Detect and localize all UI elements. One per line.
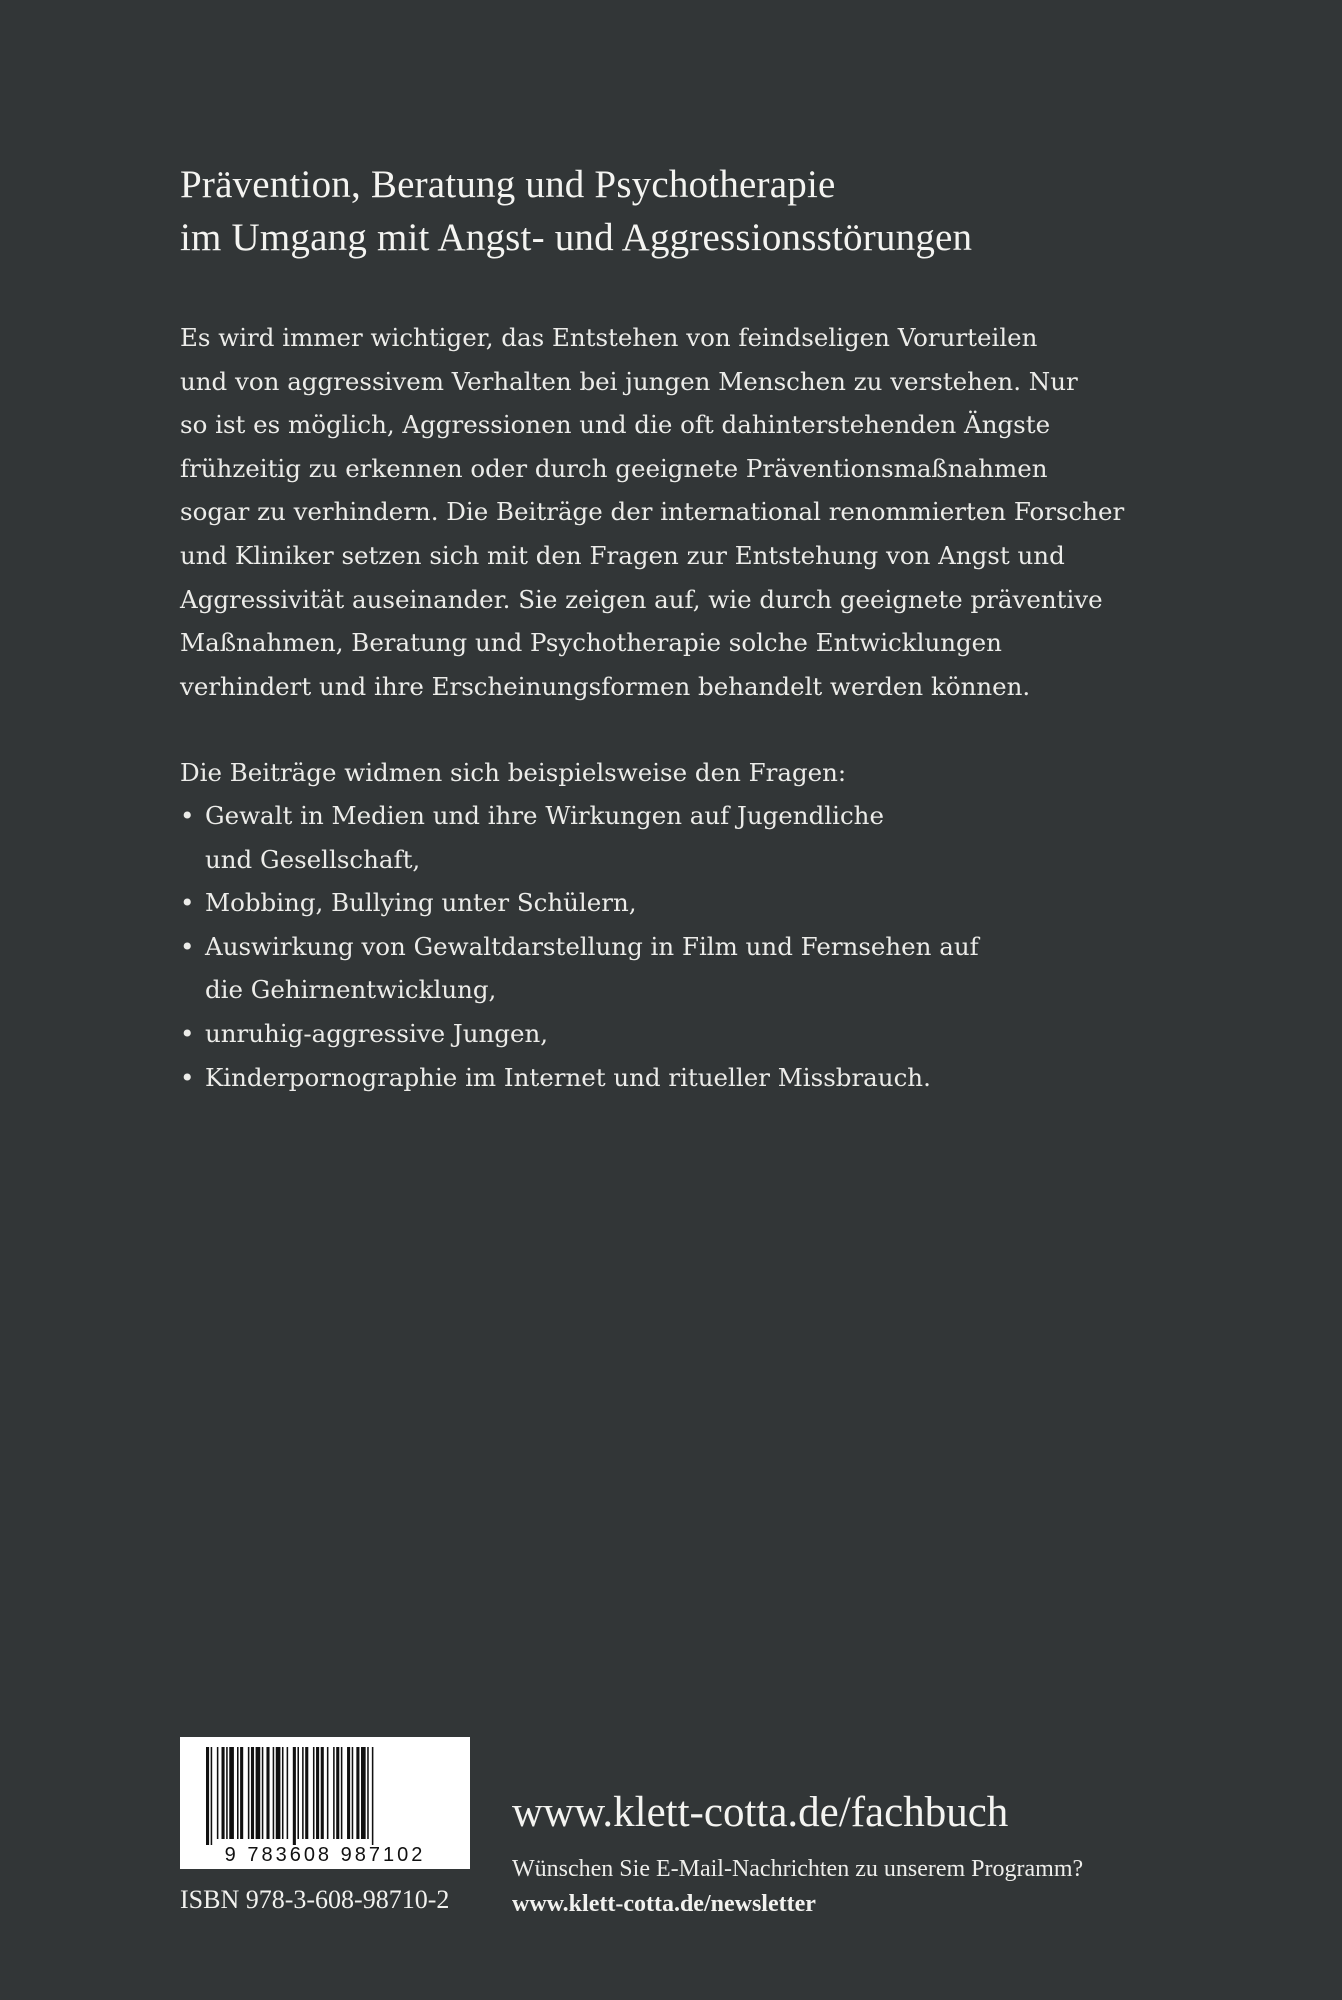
barcode-bar [321,1747,324,1839]
list-item [180,794,979,881]
list-item-line: • Gewalt in Medien und ihre Wirkungen auf Jugendliche [205,801,884,830]
barcode-graphic [180,1737,470,1869]
website-link[interactable]: www.klett-cotta.de/fachbuch [512,1789,1009,1836]
description-line: und Kliniker setzen sich mit den Fragen zur Entstehung von Angst und [180,540,1065,570]
barcode-bar [347,1747,350,1839]
barcode-digits: 9 783608 987102 [224,1844,426,1866]
list-item [180,1056,979,1100]
list-item-line: die Gehirnentwicklung, [205,975,497,1005]
barcode-bar [327,1747,329,1839]
list-item-line: • Mobbing, Bullying unter Schülern, [205,888,637,918]
list-item [180,881,979,925]
barcode-bar [256,1747,261,1839]
barcode-bar [211,1747,213,1845]
isbn-number: ISBN 978-3-608-98710-2 [180,1885,450,1914]
newsletter-question: Wünschen Sie E-Mail-Nachrichten zu unserem Programm? [512,1856,1084,1882]
topics-list [180,794,979,1099]
barcode-bar [336,1747,339,1839]
barcode-bar [273,1747,275,1839]
topics-intro: Die Beiträge widmen sich beispielsweise den Fragen: [180,758,847,787]
description-line: Maßnahmen, Beratung und Psychotherapie solche Entwicklungen [180,628,1002,658]
isbn-barcode [180,1737,470,1869]
description-paragraph [180,316,1220,708]
barcode-bar [333,1747,335,1839]
list-item-line: • Auswirkung von Gewaltdarstellung in Film und Fernsehen auf [205,931,979,961]
description-line: frühzeitig zu erkennen oder durch geeignete Präventionsmaßnahmen [180,453,1048,483]
barcode-bar [237,1747,239,1839]
barcode-bar [229,1747,234,1839]
barcode-bar [293,1747,296,1845]
barcode-bar [316,1747,319,1839]
description-line: so ist es möglich, Aggressionen und die oft dahinterstehenden Ängste [180,410,1051,440]
list-item [180,1012,979,1056]
barcode-bar [206,1747,209,1845]
barcode-bar [341,1747,343,1839]
headline-line-2: im Umgang mit Angst- und Aggressionsstörungen [180,216,973,259]
barcode-bar [248,1747,250,1839]
barcode-bar [302,1747,304,1839]
description-line: und von aggressivem Verhalten bei jungen Menschen zu verstehen. Nur [180,366,1078,396]
barcode-bar [352,1747,354,1839]
barcode-bar [287,1747,289,1839]
barcode-bar [313,1747,315,1839]
headline [180,158,1180,264]
barcode-bar [251,1747,254,1839]
headline-line-1: Prävention, Beratung und Psychotherapie [180,163,836,206]
barcode-bar [217,1747,219,1839]
barcode-bar [305,1747,308,1839]
barcode-bar [222,1747,225,1839]
barcode-bar [240,1747,243,1839]
list-item-line: • Kinderpornographie im Internet und ritueller Missbrauch. [205,1062,931,1092]
barcode-bar [266,1747,269,1839]
list-item-line: und Gesellschaft, [205,844,421,874]
description-line: sogar zu verhindern. Die Beiträge der international renommierten Forscher [180,497,1125,527]
barcode-bar [356,1747,359,1839]
barcode-bar [276,1747,281,1839]
description-line: Es wird immer wichtiger, das Entstehen von feindseligen Vorurteilen [180,323,1038,352]
barcode-bar [367,1747,369,1839]
list-item-line: • unruhig-aggressive Jungen, [205,1018,549,1048]
barcode-bar [262,1747,264,1839]
newsletter-link[interactable]: www.klett-cotta.de/newsletter [512,1891,816,1917]
list-item [180,925,979,1012]
barcode-bar [372,1747,374,1845]
barcode-bar [226,1747,228,1839]
barcode-bar [361,1747,366,1839]
barcode-bar [282,1747,284,1839]
description-line: verhindert und ihre Erscheinungsformen behandelt werden können. [180,671,1031,701]
barcode-bar [297,1747,299,1839]
description-line: Aggressivität auseinander. Sie zeigen auf, wie durch geeignete präventive [180,584,1103,614]
